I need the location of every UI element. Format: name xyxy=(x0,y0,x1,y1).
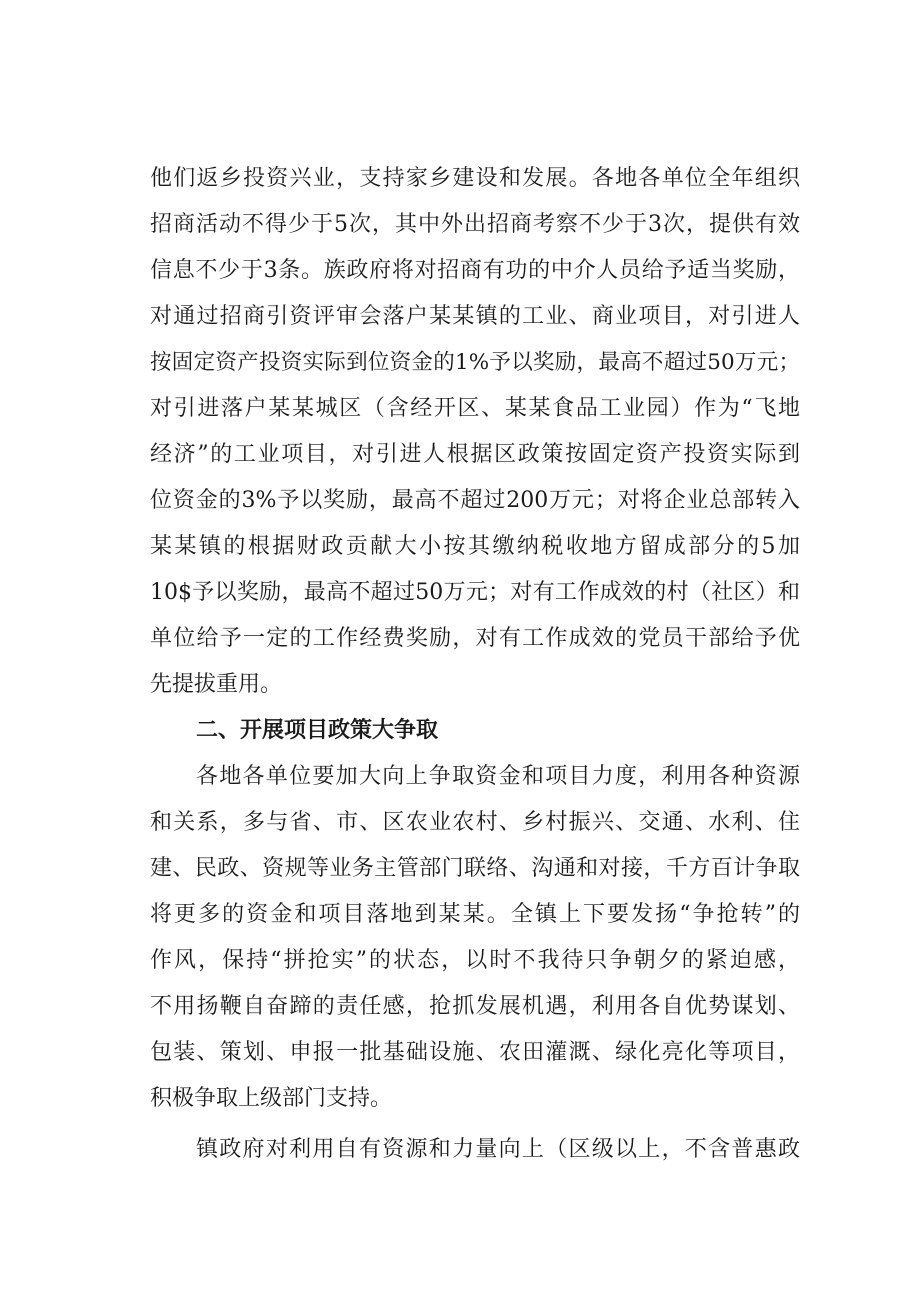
text-line: 对通过招商引资评审会落户某某镇的工业、商业项目，对引进人 xyxy=(150,304,800,329)
section-heading: 二、开展项目政策大争取 xyxy=(196,718,439,743)
text-line: 信息不少于3条。族政府将对招商有功的中介人员给予适当奖励， xyxy=(150,258,800,283)
text-line: 包装、策划、申报一批基础设施、农田灌溉、绿化亮化等项目， xyxy=(150,1040,800,1065)
text-line: 镇政府对利用自有资源和力量向上（区级以上，不含普惠政 xyxy=(196,1137,800,1162)
text-line: 和关系，多与省、市、区农业农村、乡村振兴、交通、水利、住 xyxy=(150,810,800,835)
text-line: 招商活动不得少于5次，其中外出招商考察不少于3次，提供有效 xyxy=(150,212,800,237)
text-line: 先提拔重用。 xyxy=(150,672,283,697)
text-line: 经济”的工业项目，对引进人根据区政策按固定资产投资实际到 xyxy=(150,442,800,467)
text-line: 作风，保持“拼抢实”的状态，以时不我待只争朝夕的紧迫感， xyxy=(150,948,800,973)
text-line: 他们返乡投资兴业，支持家乡建设和发展。各地各单位全年组织 xyxy=(150,166,800,191)
text-line: 位资金的3%予以奖励，最高不超过200万元；对将企业总部转入 xyxy=(150,488,800,513)
text-line: 某某镇的根据财政贡献大小按其缴纳税收地方留成部分的5加 xyxy=(150,534,800,559)
text-line: 积极争取上级部门支持。 xyxy=(150,1086,393,1111)
text-line: 对引进落户某某城区（含经开区、某某食品工业园）作为“飞地 xyxy=(150,396,800,421)
text-line: 各地各单位要加大向上争取资金和项目力度，利用各种资源 xyxy=(196,764,800,789)
text-line: 将更多的资金和项目落地到某某。全镇上下要发扬“争抢转”的 xyxy=(150,902,800,927)
text-line: 不用扬鞭自奋蹄的责任感，抢抓发展机遇，利用各自优势谋划、 xyxy=(150,994,800,1019)
text-line: 按固定资产投资实际到位资金的1%予以奖励，最高不超过50万元； xyxy=(150,350,800,375)
text-line: 建、民政、资规等业务主管部门联络、沟通和对接，千方百计争取 xyxy=(150,856,800,881)
text-line: 10$予以奖励，最高不超过50万元；对有工作成效的村（社区）和 xyxy=(150,580,800,605)
text-line: 单位给予一定的工作经费奖励，对有工作成效的党员干部给予优 xyxy=(150,626,800,651)
